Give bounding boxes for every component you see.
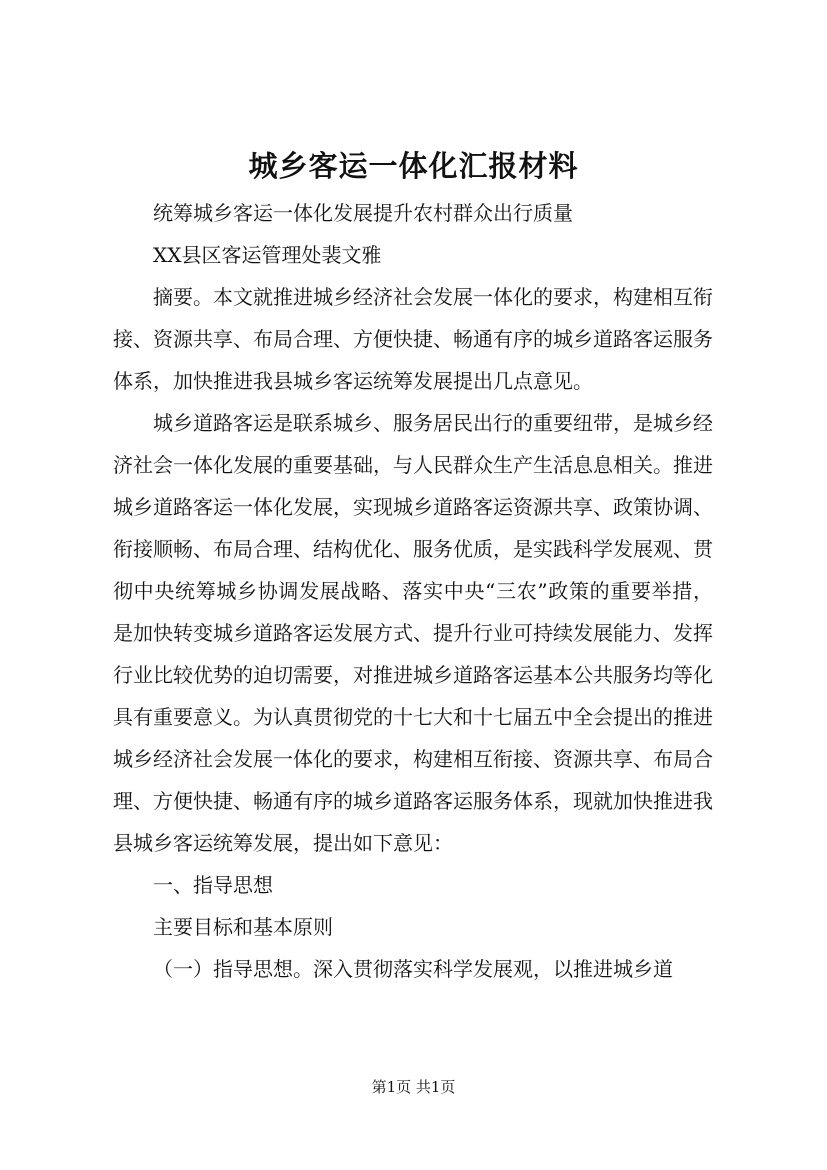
section-heading: 一、指导思想 [153,873,273,897]
abstract-paragraph: 摘要。本文就推进城乡经济社会发展一体化的要求，构建相互衔接、资源共享、布局合理、方便快捷、畅通有序的城乡道路客运服务体系，加快推进我县城乡客运统筹发展提出几点意见。 [113,285,713,393]
author-paragraph: XX县区客运管理处裴文雅 [153,243,382,267]
subtitle-paragraph: 统筹城乡客运一体化发展提升农村群众出行质量 [153,201,573,225]
body-paragraph: 城乡道路客运是联系城乡、服务居民出行的重要纽带，是城乡经济社会一体化发展的重要基础，与人民群众生产生活息息相关。推进城乡道路客运一体化发展，实现城乡道路客运资源共享、政策协调、衔接顺畅、布局合理、结构优化、服务优质，是实践科学发展观、贯彻中央统筹城乡协调发展战略、落实中央“三农”政策的重要举措，是加快转变城乡道路客运发展方式、提升行业可持续发展能力、发挥行业比较优势的迫切需要，对推进城乡道路客运基本公共服务均等化具有重要意义。为认真贯彻党的十七大和十七届五中全会提出的推进城乡经济社会发展一体化的要求，构建相互衔接、资源共享、布局合理、方便快捷、畅通有序的城乡道路客运服务体系，现就加快推进我县城乡客运统筹发展，提出如下意见： [113,411,713,855]
guiding-ideology-paragraph: （一）指导思想。深入贯彻落实科学发展观，以推进城乡道 [153,957,673,981]
page-number-footer: 第1页 共1页 [371,1078,456,1096]
document-body [113,192,713,990]
section-subheading: 主要目标和基本原则 [153,915,333,939]
document-title: 城乡客运一体化汇报材料 [248,149,579,183]
